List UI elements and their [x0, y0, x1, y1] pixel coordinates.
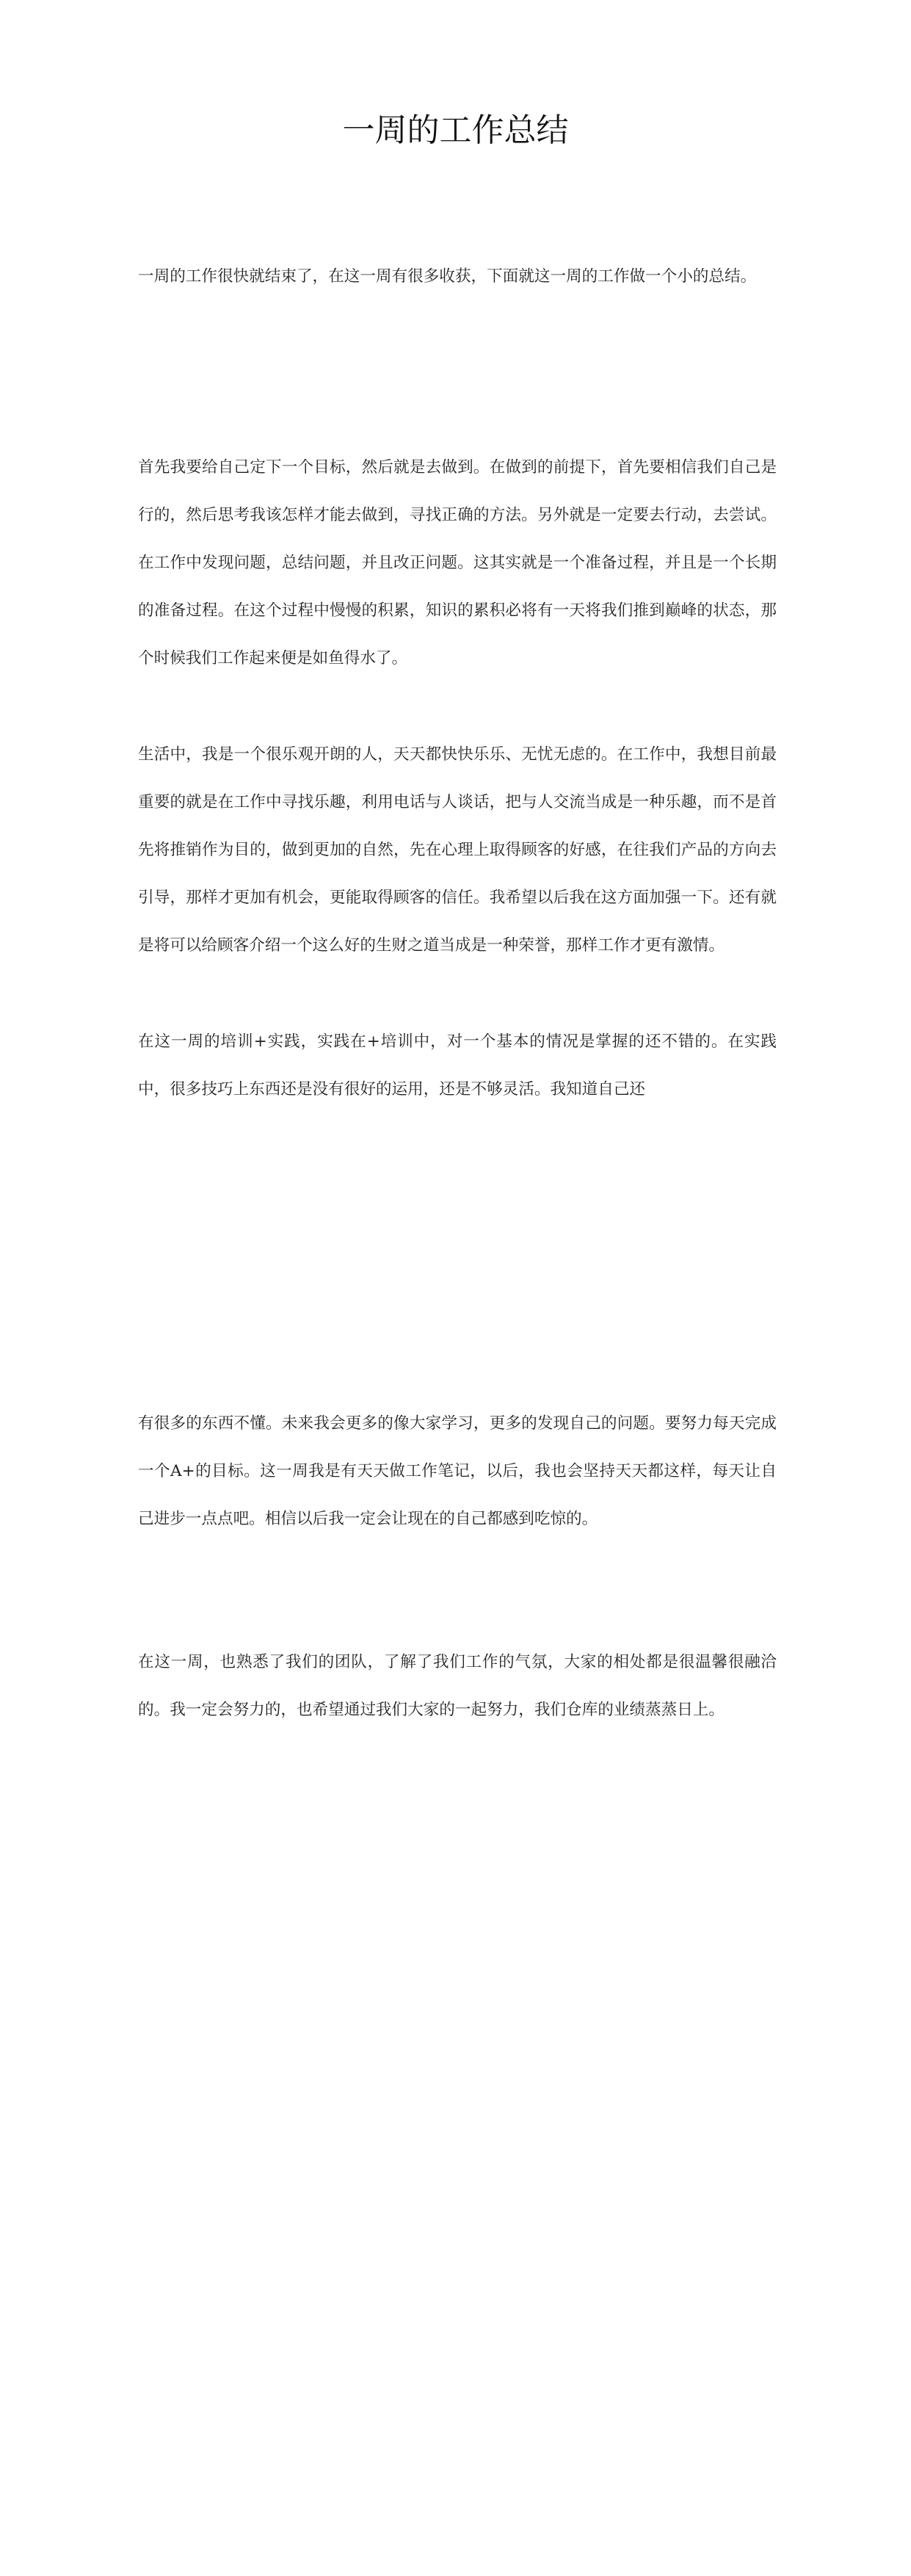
paragraph-team: 在这一周，也熟悉了我们的团队，了解了我们工作的气氛，大家的相处都是很温馨很融洽的。我一定会努力的，也希望通过我们大家的一起努力，我们仓库的业绩蒸蒸日上。 — [138, 1653, 777, 1719]
paragraph-life: 生活中，我是一个很乐观开朗的人，天天都快快乐乐、无忧无虑的。在工作中，我想目前最重要的就是在工作中寻找乐趣，利用电话与人谈话，把与人交流当成是一种乐趣，而不是首先将推销作为目的，做到更加的自然，先在心理上取得顾客的好感，在往我们产品的方向去引导，那样才更加有机会，更能取得顾客的信任。我希望以后我在这方面加强一下。还有就是将可以给顾客介绍一个这么好的生财之道当成是一种荣誉，那样工作才更有激情。 — [138, 745, 777, 955]
paragraph-training: 在这一周的培训+实践，实践在+培训中，对一个基本的情况是掌握的还不错的。在实践中，很多技巧上东西还是没有很好的运用，还是不够灵活。我知道自己还 — [138, 1032, 777, 1099]
paragraph-goals: 首先我要给自己定下一个目标，然后就是去做到。在做到的前提下，首先要相信我们自己是行的，然后思考我该怎样才能去做到，寻找正确的方法。另外就是一定要去行动，去尝试。在工作中发现问题，总结问题，并且改正问题。这其实就是一个准备过程，并且是一个长期的准备过程。在这个过程中慢慢的积累，知识的累积必将有一天将我们推到巅峰的状态，那个时候我们工作起来便是如鱼得水了。 — [138, 458, 777, 667]
document-title: 一周的工作总结 — [342, 112, 569, 149]
paragraph-training-continued: 有很多的东西不懂。未来我会更多的像大家学习，更多的发现自己的问题。要努力每天完成一个A+的目标。这一周我是有天天做工作笔记，以后，我也会坚持天天都这样，每天让自己进步一点点吧。相信以后我一定会让现在的自己都感到吃惊的。 — [138, 1414, 777, 1528]
paragraph-intro: 一周的工作很快就结束了，在这一周有很多收获，下面就这一周的工作做一个小的总结。 — [138, 267, 757, 286]
